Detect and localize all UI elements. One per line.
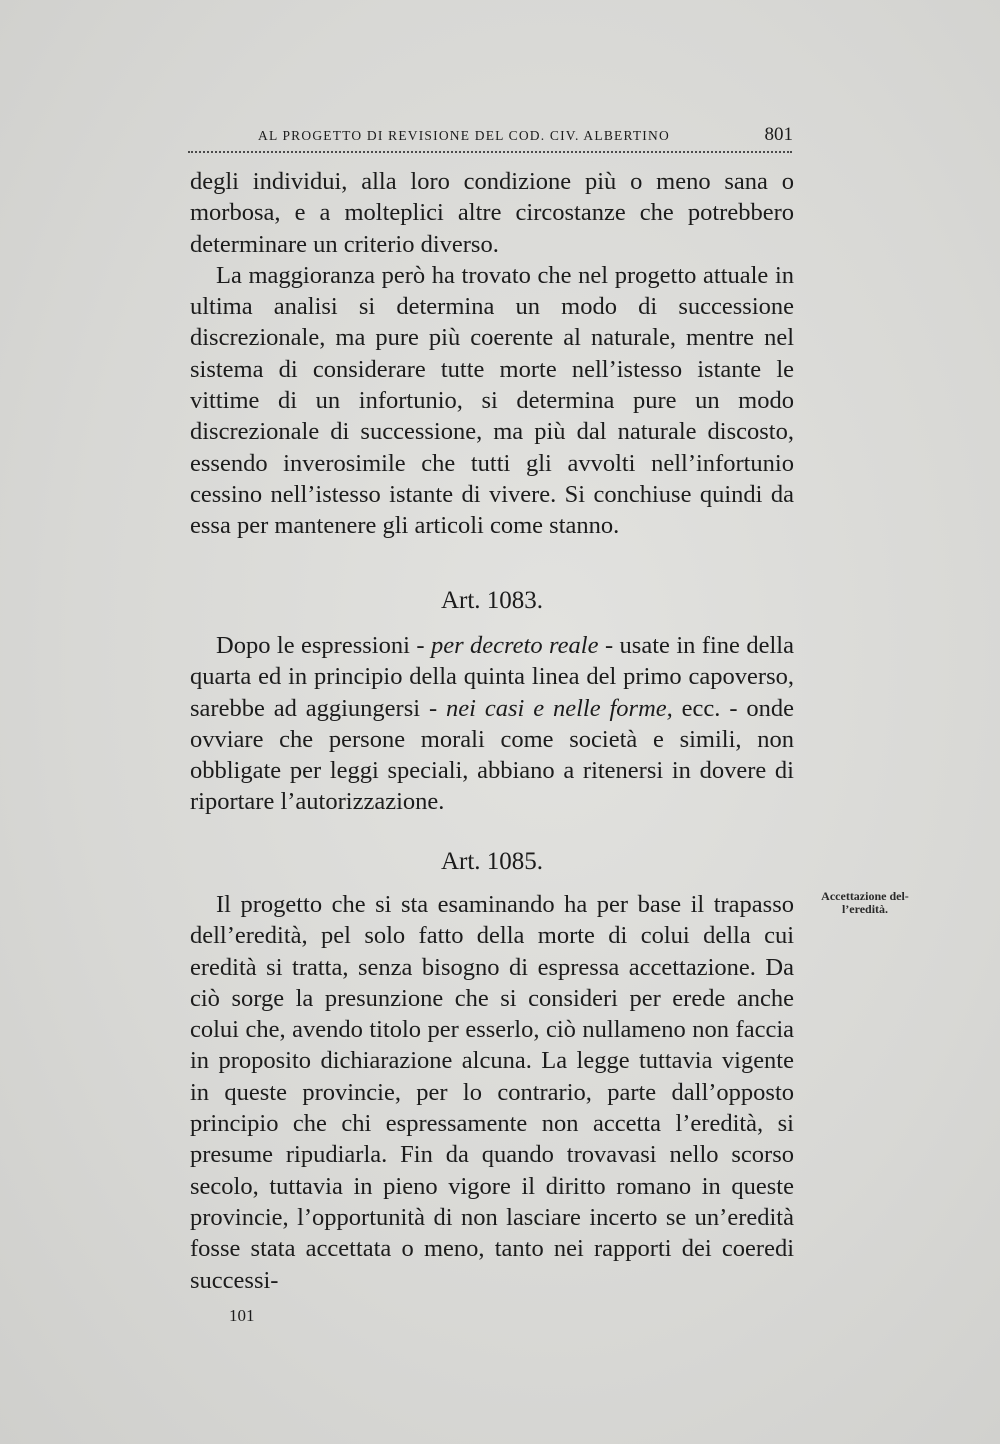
- article-1083-section: [190, 630, 794, 818]
- page-number: 801: [764, 124, 793, 145]
- art1083-text-2: - usate in fine della quarta ed in principio della quinta linea del primo capoverso, sarebbe ad aggiungersi -: [190, 632, 794, 722]
- running-title: AL PROGETTO DI REVISIONE DEL COD. CIV. ALBERTINO: [258, 128, 670, 143]
- paragraph-continuation: degli individui, alla loro condizione più o meno sana o morbosa, e a molteplici altre circostanze che potrebbero determinare un criterio diverso.: [190, 168, 794, 258]
- margin-note-line-2: l’eredità.: [841, 902, 889, 916]
- paragraph-majority: La maggioranza però ha trovato che nel progetto attuale in ultima analisi si determina un modo di successione discrezionale, ma pure più coerente al naturale, mentre nel sistema di considerare tutte morte nell’istesso istante le vittime di un infortunio, si determina pure un modo discrezionale di successione, ma più dal naturale discosto, essendo inverosimile che tutti gli avvolti nell’infortunio cessino nell’istesso istante di vivere. Si conchiuse quindi da essa per mantenere gli articoli come stanno.: [190, 261, 794, 540]
- header-dotted-rule: [188, 151, 792, 153]
- paragraph-art-1085: Il progetto che si sta esaminando ha per base il trapasso dell’eredità, pel solo fatto della morte di colui della cui eredità si tratta, senza bisogno di espressa accettazione. Da ciò sorge la presunzione che si consideri per erede anche colui che, avendo titolo per esserlo, ciò nullameno non faccia in proposito dichiarazione alcuna. La legge tuttavia vigente in queste provincie, per lo contrario, parte dall’opposto principio che chi espressamente non accetta l’eredità, si presume ripudiarla. Fin da quando trovavasi nello scorso secolo, tuttavia in pieno vigore il diritto romano in queste provincie, l’opportunità di non lasciare incerto se un’eredità fosse stata accettata o meno, tanto nei rapporti dei coeredi successi-: [190, 891, 794, 1294]
- signature-mark: 101: [229, 1306, 255, 1325]
- art1083-text-1: Dopo le espressioni -: [216, 632, 431, 659]
- continuation-section: [190, 166, 794, 542]
- art1083-italic-2: nei casi e nelle forme,: [446, 694, 673, 722]
- paragraph-art-1083: [190, 630, 794, 818]
- margin-note-line-1: Accettazione del-: [821, 889, 909, 903]
- running-header: [258, 124, 793, 146]
- art1083-italic-1: per decreto reale: [430, 632, 599, 659]
- art1083-text-3: ecc. - onde ovviare che persone morali come società e simili, non obbligate per leggi speciali, abbiano a ritenersi in dovere di riportare l’autorizzazione.: [190, 694, 795, 816]
- margin-note: [806, 890, 924, 916]
- article-heading-1085: Art. 1085.: [440, 848, 544, 875]
- article-1085-section: [190, 889, 794, 1296]
- article-heading-1083: Art. 1083.: [440, 587, 544, 614]
